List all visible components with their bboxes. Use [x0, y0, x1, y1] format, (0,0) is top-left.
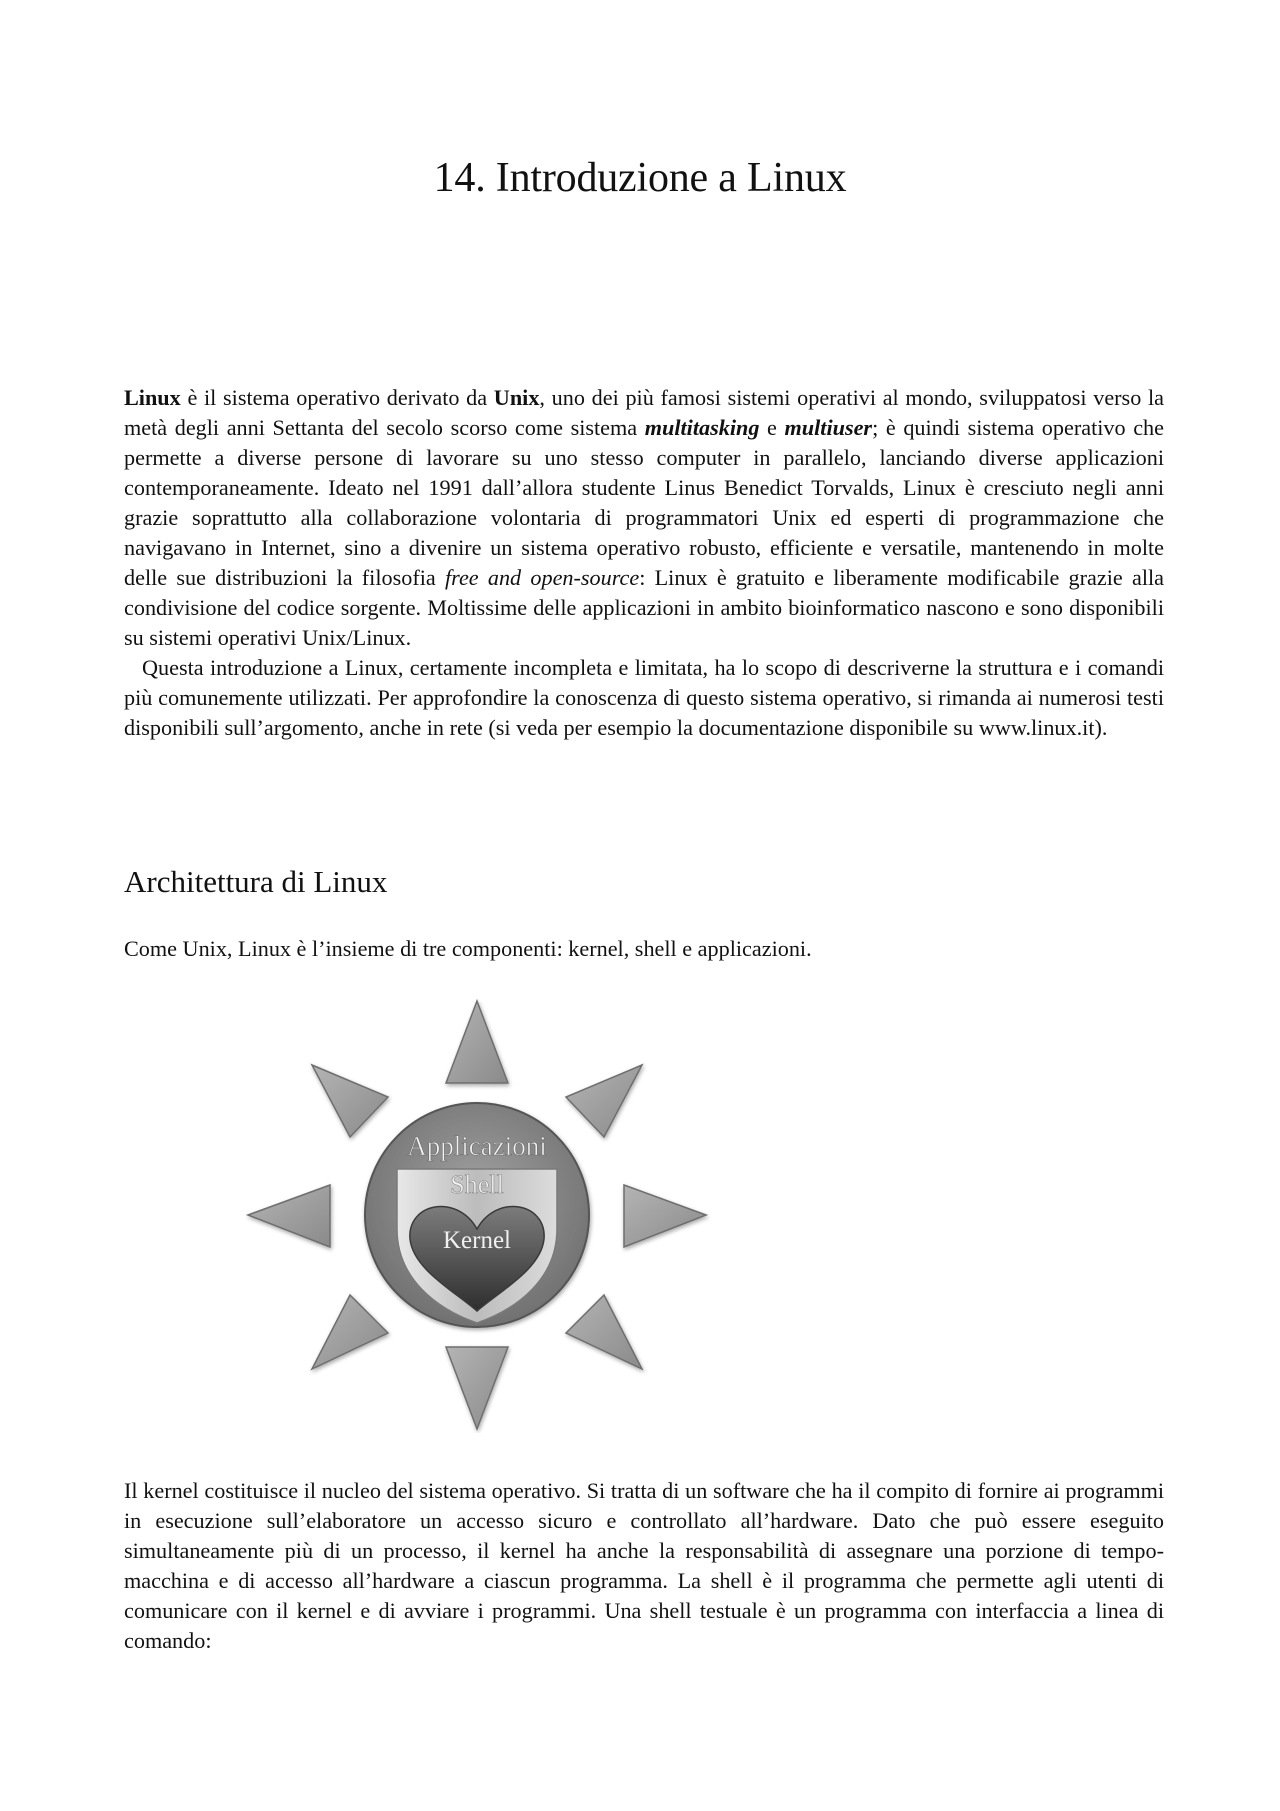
intro-text-run: ; è quindi sistema operativo che permette a diverse persone di lavorare su uno stesso computer in parallelo, lanciando diverse applicazioni contemporaneamente. Ideato nel 1991 dall’allora studente Linus Benedict Torvalds, Linux è cresciuto negli anni grazie soprattutto alla collaborazione volontaria di programmatori Unix ed esperti di programmazione che navigavano in Internet, sino a divenire un sistema operativo robusto, efficiente e versatile, mantenendo in molte delle sue distribuzioni la filosofia: [124, 415, 1164, 590]
kernel-label: Kernel: [442, 1227, 512, 1254]
ray-bottom: [446, 1347, 508, 1429]
term-linux: Linux: [124, 385, 181, 410]
section-heading: Architettura di Linux: [124, 864, 388, 899]
term-multitasking: multitasking: [644, 415, 760, 440]
linux-architecture-diagram: [244, 997, 710, 1433]
intro-text-run: : Linux è gratuito e liberamente modificabile grazie alla condivisione del codice sorgente. Moltissime delle applicazioni in ambito bioinformatico nascono e sono disponibili su sistemi operativi Unix/Linux.: [124, 565, 1165, 650]
architecture-intro: [124, 934, 1164, 964]
shell-label: Shell: [450, 1170, 504, 1199]
intro-text-run: e: [759, 415, 785, 440]
kernel-description: [124, 1476, 1164, 1656]
architecture-line: Come Unix, Linux è l’insieme di tre componenti: kernel, shell e applicazioni.: [124, 936, 812, 961]
ray-top: [446, 1001, 508, 1083]
ray-bottom-right: [566, 1295, 642, 1369]
term-multiuser: multiuser: [784, 415, 873, 440]
kernel-paragraph: Il kernel costituisce il nucleo del sistema operativo. Si tratta di un software che ha il compito di fornire ai programmi in esecuzione sull’elaboratore un accesso sicuro e controllato all’hardware. Dato che può essere eseguito simultaneamente più di un processo, il kernel ha anche la responsabilità di assegnare una porzione di tempo-macchina e di accesso all’hardware a ciascun programma. La shell è il programma che permette agli utenti di comunicare con il kernel e di avviare i programmi. Una shell testuale è un programma con interfaccia a linea di comando:: [124, 1478, 1164, 1653]
term-unix: Unix: [493, 385, 540, 410]
applications-label: Applicazioni: [407, 1131, 547, 1161]
ray-bottom-left: [312, 1295, 388, 1369]
ray-right: [624, 1185, 706, 1247]
intro-text: [124, 383, 1164, 743]
sun-diagram-svg: [244, 997, 710, 1433]
term-free-open-source: free and open-source: [444, 565, 640, 590]
chapter-title: 14. Introduzione a Linux: [433, 155, 847, 201]
intro-paragraph-1: [124, 383, 1164, 653]
ray-top-left: [312, 1065, 388, 1137]
ray-left: [248, 1185, 330, 1247]
intro-text-run: , uno dei più famosi sistemi operativi al mondo, sviluppatosi verso la metà degli anni Settanta del secolo scorso come sistema: [124, 385, 1164, 440]
ray-top-right: [566, 1065, 642, 1137]
intro-text-run: è il sistema operativo derivato da: [180, 385, 494, 410]
intro-paragraph-2: Questa introduzione a Linux, certamente incompleta e limitata, ha lo scopo di descriverne la struttura e i comandi più comunemente utilizzati. Per approfondire la conoscenza di questo sistema operativo, si rimanda ai numerosi testi disponibili sull’argomento, anche in rete (si veda per esempio la documentazione disponibile su www.linux.it).: [124, 655, 1164, 740]
